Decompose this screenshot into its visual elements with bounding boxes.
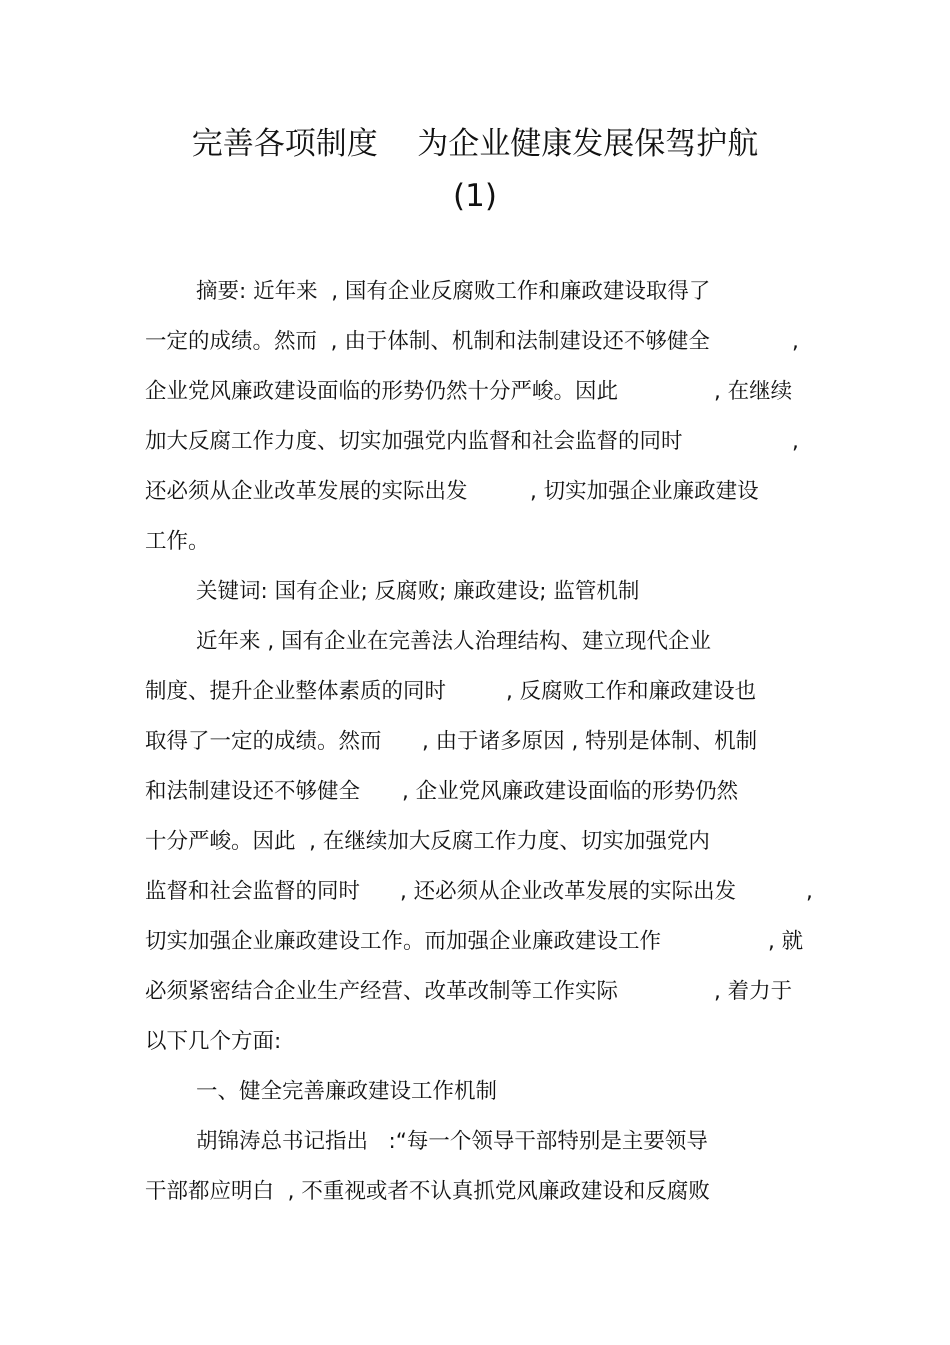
abstract-line-3: 企业党风廉政建设面临的形势仍然十分严峻。因此	[145, 379, 619, 404]
body-line-3: 取得了一定的成绩。然而	[145, 729, 382, 754]
abstract-line-6: 工作。	[145, 529, 210, 554]
body-line-3-tail: , 由于诸多原因 , 特别是体制、机制	[422, 729, 758, 754]
body-line-2-tail: , 反腐败工作和廉政建设也	[506, 679, 757, 704]
body-line-8: 必须紧密结合企业生产经营、改革改制等工作实际	[145, 979, 619, 1004]
body-line-6-tail: ,	[806, 879, 813, 904]
body-line-1: 近年来 , 国有企业在完善法人治理结构、建立现代企业	[196, 629, 712, 654]
body-line-8-tail: , 着力于	[714, 979, 793, 1004]
keywords-line: 关键词: 国有企业; 反腐败; 廉政建设; 监管机制	[196, 579, 640, 604]
abstract-line-5: 还必须从企业改革发展的实际出发	[145, 479, 468, 504]
abstract-line-3-tail: , 在继续	[714, 379, 793, 404]
body-line-4: 和法制建设还不够健全	[145, 779, 361, 804]
abstract-line-4-tail: ,	[792, 429, 799, 454]
abstract-line-2: 一定的成绩。然而 , 由于体制、机制和法制建设还不够健全	[145, 329, 710, 354]
abstract-line-1: 摘要: 近年来 , 国有企业反腐败工作和廉政建设取得了	[196, 279, 711, 304]
body-line-6: 监督和社会监督的同时	[145, 879, 361, 904]
body-line-9: 以下几个方面:	[145, 1029, 282, 1054]
abstract-line-5-tail: , 切实加强企业廉政建设	[530, 479, 759, 504]
body-line-7: 切实加强企业廉政建设工作。而加强企业廉政建设工作	[145, 929, 662, 954]
abstract-line-2-tail: ,	[792, 329, 799, 354]
body-line-4-tail: , 企业党风廉政建设面临的形势仍然	[402, 779, 739, 804]
section-line-2: 干部都应明白 , 不重视或者不认真抓党风廉政建设和反腐败	[145, 1179, 710, 1204]
body-line-5: 十分严峻。因此 , 在继续加大反腐工作力度、切实加强党内	[145, 829, 710, 854]
section-line-1: 胡锦涛总书记指出 :“每一个领导干部特别是主要领导	[196, 1129, 708, 1154]
body-line-2: 制度、提升企业整体素质的同时	[145, 679, 447, 704]
section-heading-1: 一、健全完善廉政建设工作机制	[196, 1079, 498, 1104]
body-line-7-tail: , 就	[768, 929, 804, 954]
document-title-suffix: (1)	[453, 178, 497, 214]
abstract-line-4: 加大反腐工作力度、切实加强党内监督和社会监督的同时	[145, 429, 683, 454]
document-title: 完善各项制度 为企业健康发展保驾护航	[191, 126, 759, 162]
body-line-6-mid: , 还必须从企业改革发展的实际出发	[400, 879, 737, 904]
